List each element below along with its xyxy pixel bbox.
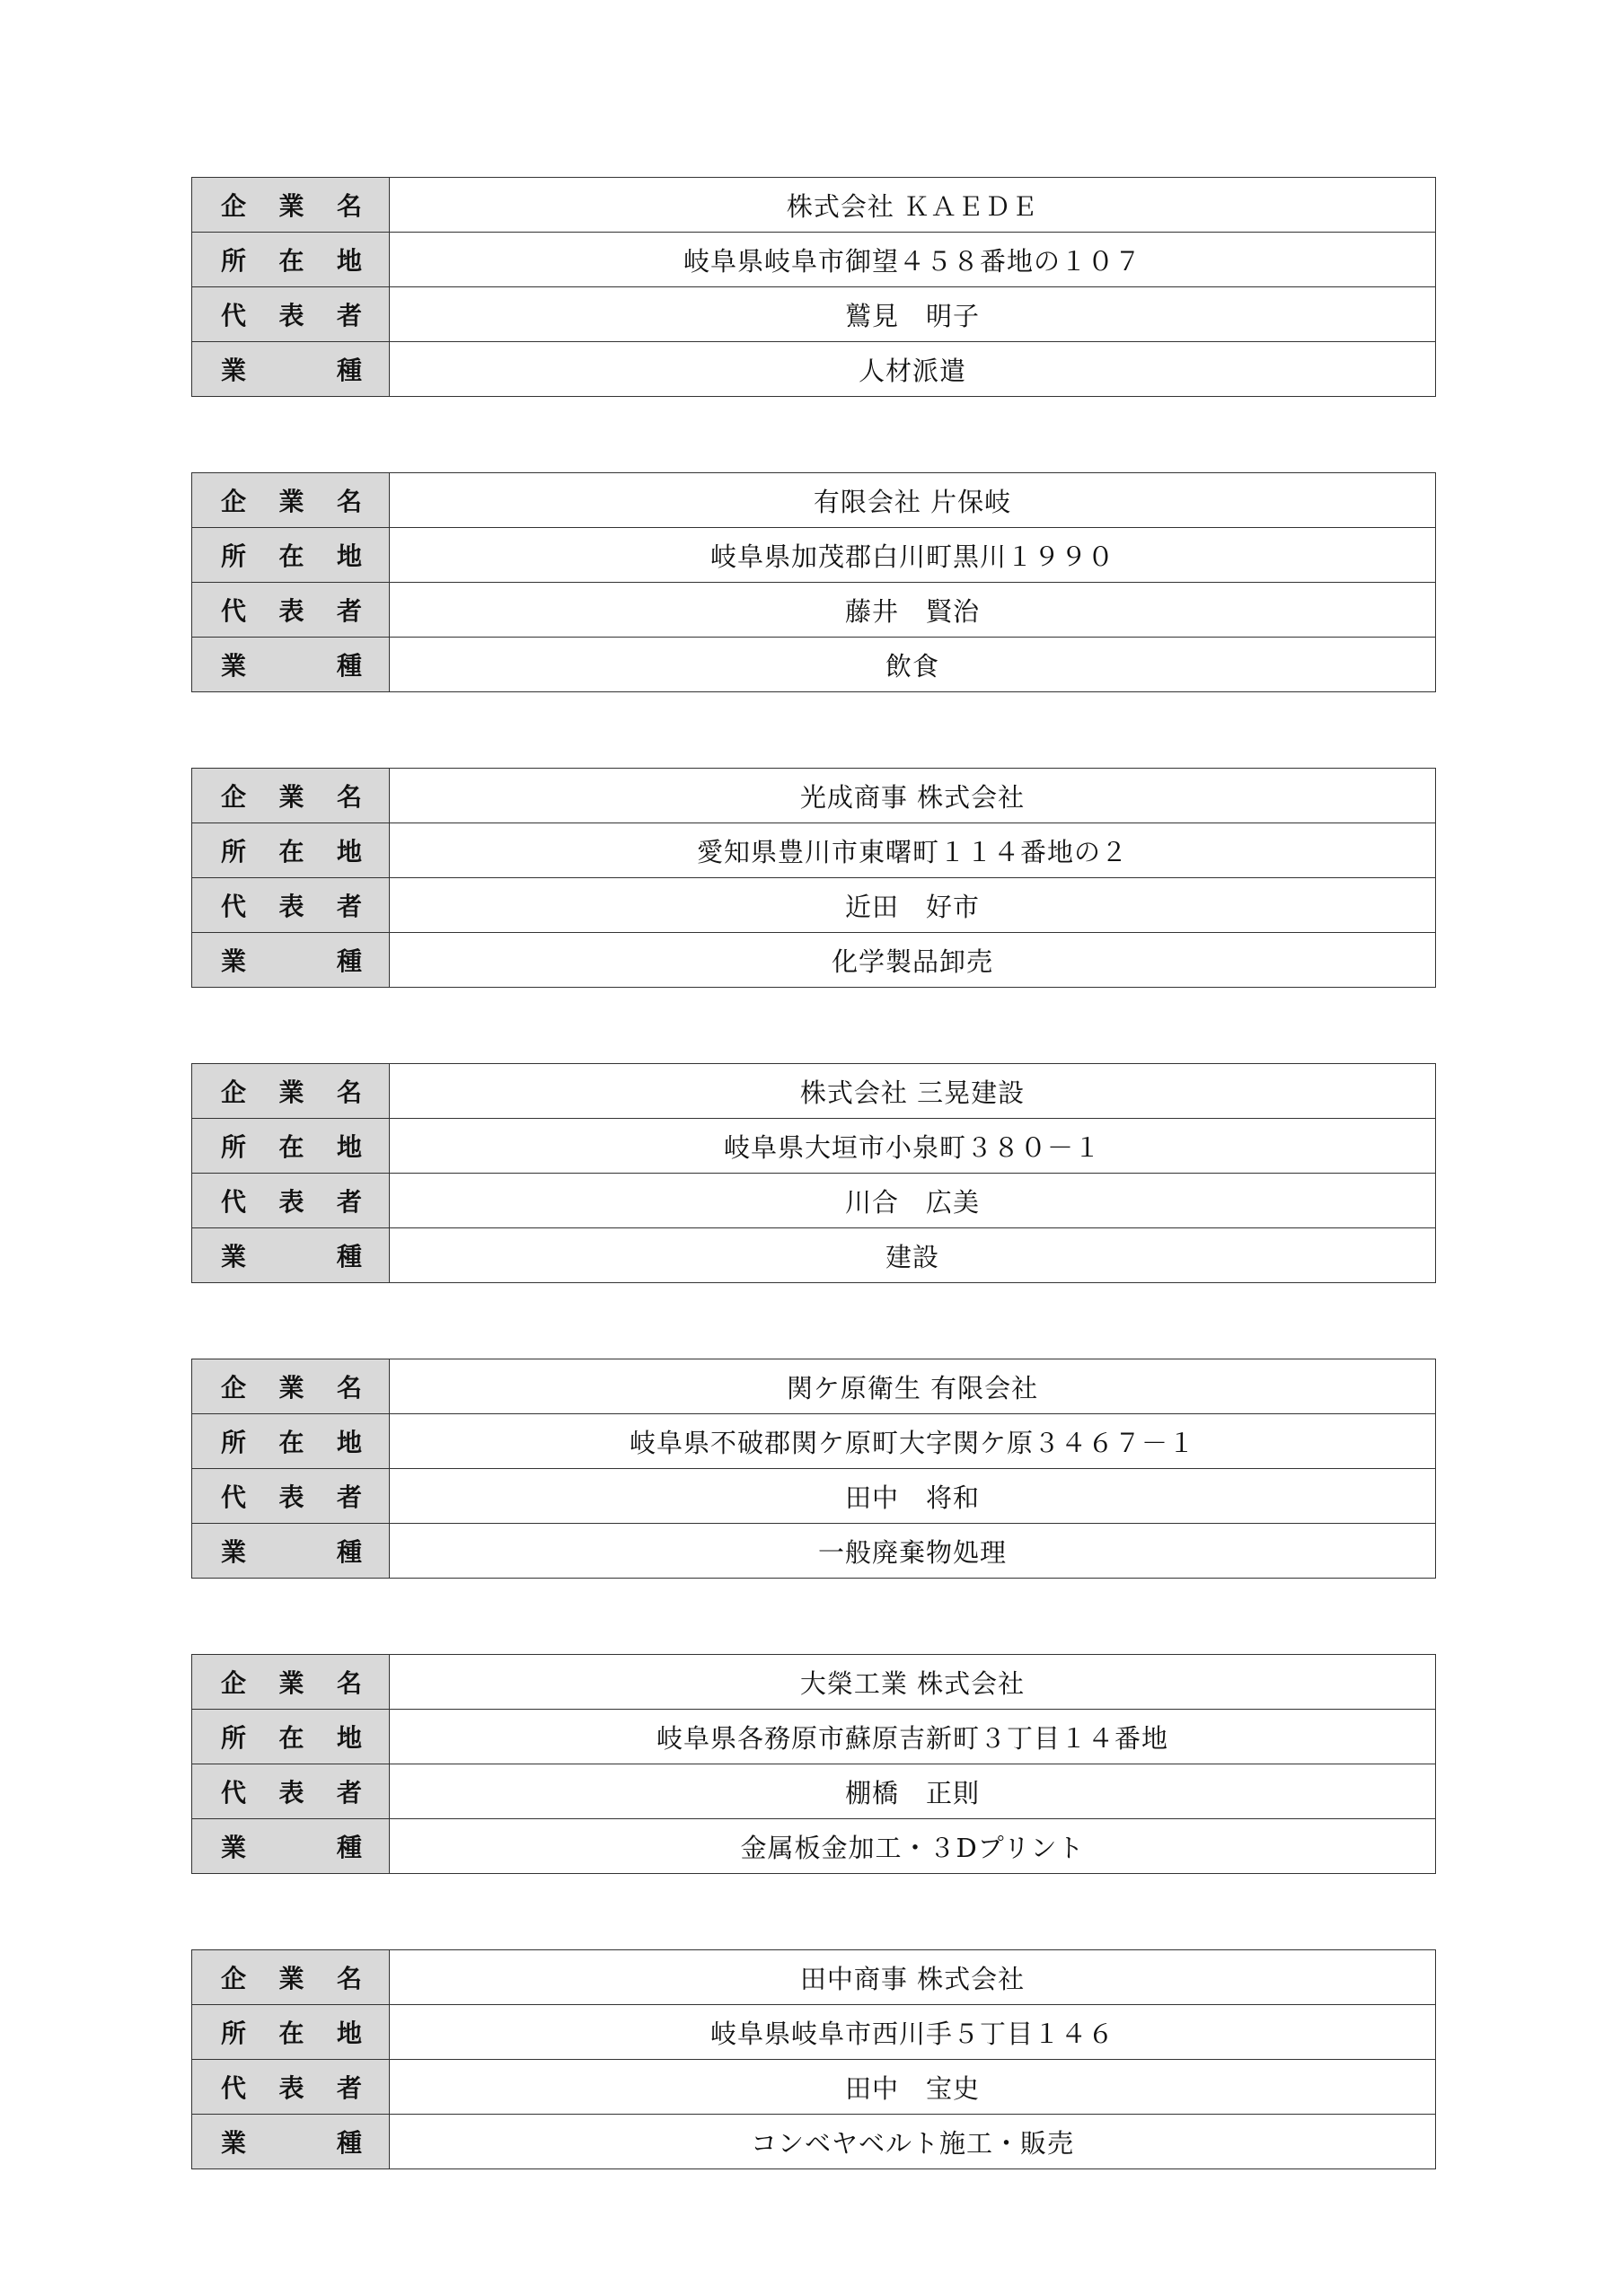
industry-row bbox=[192, 933, 1436, 988]
representative-value: 棚橋 正則 bbox=[390, 1764, 1436, 1819]
industry-row bbox=[192, 1228, 1436, 1283]
address-value: 岐阜県大垣市小泉町３８０－１ bbox=[390, 1119, 1436, 1174]
company-name-label: 企 業 名 bbox=[192, 1655, 390, 1710]
address-label: 所 在 地 bbox=[192, 528, 390, 583]
company-table bbox=[191, 1949, 1436, 2169]
company-name-row bbox=[192, 1655, 1436, 1710]
address-label: 所 在 地 bbox=[192, 1414, 390, 1469]
company-name-value: 大榮工業 株式会社 bbox=[390, 1655, 1436, 1710]
company-table bbox=[191, 1359, 1436, 1579]
company-name-label: 企 業 名 bbox=[192, 1359, 390, 1414]
representative-row bbox=[192, 2060, 1436, 2115]
company-table bbox=[191, 177, 1436, 397]
address-row bbox=[192, 823, 1436, 878]
company-name-row bbox=[192, 769, 1436, 823]
address-label: 所 在 地 bbox=[192, 823, 390, 878]
representative-label: 代 表 者 bbox=[192, 583, 390, 638]
representative-label: 代 表 者 bbox=[192, 878, 390, 933]
company-name-value: 有限会社 片保岐 bbox=[390, 473, 1436, 528]
company-name-row bbox=[192, 473, 1436, 528]
address-row bbox=[192, 233, 1436, 287]
industry-value: 飲食 bbox=[390, 638, 1436, 692]
address-value: 岐阜県加茂郡白川町黒川１９９０ bbox=[390, 528, 1436, 583]
representative-value: 川合 広美 bbox=[390, 1174, 1436, 1228]
industry-value: 金属板金加工・３Dプリント bbox=[390, 1819, 1436, 1874]
industry-label: 業 種 bbox=[192, 933, 390, 988]
company-name-value: 田中商事 株式会社 bbox=[390, 1950, 1436, 2005]
industry-label: 業 種 bbox=[192, 1819, 390, 1874]
company-name-row bbox=[192, 178, 1436, 233]
representative-row bbox=[192, 1469, 1436, 1524]
company-name-label: 企 業 名 bbox=[192, 473, 390, 528]
industry-label: 業 種 bbox=[192, 638, 390, 692]
address-label: 所 在 地 bbox=[192, 233, 390, 287]
address-label: 所 在 地 bbox=[192, 1119, 390, 1174]
company-name-value: 株式会社 ＫＡＥＤＥ bbox=[390, 178, 1436, 233]
representative-value: 藤井 賢治 bbox=[390, 583, 1436, 638]
address-value: 岐阜県不破郡関ケ原町大字関ケ原３４６７－１ bbox=[390, 1414, 1436, 1469]
industry-label: 業 種 bbox=[192, 1524, 390, 1579]
address-label: 所 在 地 bbox=[192, 1710, 390, 1764]
company-name-row bbox=[192, 1359, 1436, 1414]
address-value: 岐阜県岐阜市御望４５８番地の１０７ bbox=[390, 233, 1436, 287]
address-row bbox=[192, 1119, 1436, 1174]
representative-label: 代 表 者 bbox=[192, 1469, 390, 1524]
representative-label: 代 表 者 bbox=[192, 2060, 390, 2115]
company-table bbox=[191, 768, 1436, 988]
company-name-label: 企 業 名 bbox=[192, 178, 390, 233]
company-name-value: 株式会社 三晃建設 bbox=[390, 1064, 1436, 1119]
address-value: 愛知県豊川市東曙町１１４番地の２ bbox=[390, 823, 1436, 878]
company-table bbox=[191, 1063, 1436, 1283]
representative-row bbox=[192, 583, 1436, 638]
industry-row bbox=[192, 1819, 1436, 1874]
company-name-value: 光成商事 株式会社 bbox=[390, 769, 1436, 823]
representative-value: 田中 宝史 bbox=[390, 2060, 1436, 2115]
address-row bbox=[192, 1414, 1436, 1469]
company-list bbox=[191, 177, 1436, 2245]
representative-value: 田中 将和 bbox=[390, 1469, 1436, 1524]
address-value: 岐阜県各務原市蘇原吉新町３丁目１４番地 bbox=[390, 1710, 1436, 1764]
representative-label: 代 表 者 bbox=[192, 1764, 390, 1819]
representative-row bbox=[192, 287, 1436, 342]
company-name-value: 関ケ原衛生 有限会社 bbox=[390, 1359, 1436, 1414]
address-row bbox=[192, 1710, 1436, 1764]
company-name-label: 企 業 名 bbox=[192, 1950, 390, 2005]
industry-row bbox=[192, 1524, 1436, 1579]
representative-row bbox=[192, 1174, 1436, 1228]
industry-row bbox=[192, 342, 1436, 397]
industry-value: コンベヤベルト施工・販売 bbox=[390, 2115, 1436, 2169]
industry-label: 業 種 bbox=[192, 1228, 390, 1283]
representative-row bbox=[192, 878, 1436, 933]
company-table bbox=[191, 1654, 1436, 1874]
representative-value: 鷲見 明子 bbox=[390, 287, 1436, 342]
company-name-label: 企 業 名 bbox=[192, 769, 390, 823]
industry-row bbox=[192, 2115, 1436, 2169]
company-name-row bbox=[192, 1064, 1436, 1119]
address-row bbox=[192, 528, 1436, 583]
industry-value: 人材派遣 bbox=[390, 342, 1436, 397]
company-table bbox=[191, 472, 1436, 692]
address-value: 岐阜県岐阜市西川手５丁目１４６ bbox=[390, 2005, 1436, 2060]
company-name-row bbox=[192, 1950, 1436, 2005]
company-name-label: 企 業 名 bbox=[192, 1064, 390, 1119]
industry-label: 業 種 bbox=[192, 342, 390, 397]
industry-row bbox=[192, 638, 1436, 692]
industry-value: 一般廃棄物処理 bbox=[390, 1524, 1436, 1579]
representative-row bbox=[192, 1764, 1436, 1819]
representative-value: 近田 好市 bbox=[390, 878, 1436, 933]
address-label: 所 在 地 bbox=[192, 2005, 390, 2060]
address-row bbox=[192, 2005, 1436, 2060]
representative-label: 代 表 者 bbox=[192, 1174, 390, 1228]
representative-label: 代 表 者 bbox=[192, 287, 390, 342]
industry-value: 建設 bbox=[390, 1228, 1436, 1283]
industry-value: 化学製品卸売 bbox=[390, 933, 1436, 988]
industry-label: 業 種 bbox=[192, 2115, 390, 2169]
